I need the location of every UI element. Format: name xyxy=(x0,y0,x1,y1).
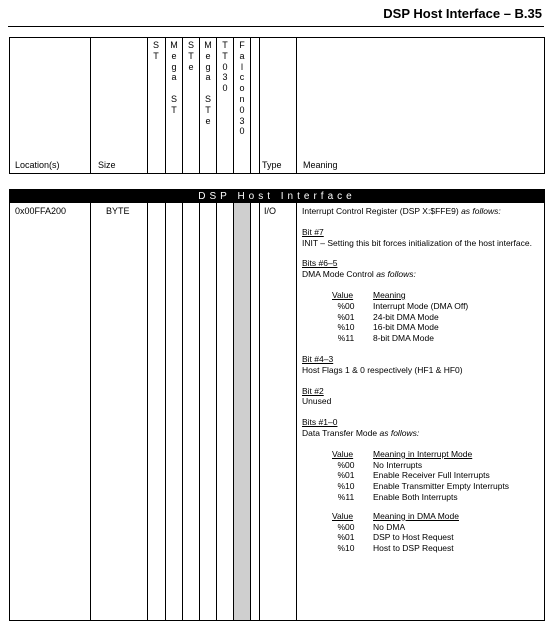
as-follows-text: as follows: xyxy=(376,269,416,280)
column-mega-st: M e g a S T xyxy=(170,40,178,115)
value-cell: %10 xyxy=(337,322,355,333)
col-divider xyxy=(259,38,260,173)
as-follows-text: as follows: xyxy=(379,427,420,438)
value-cell: %00 xyxy=(337,459,355,470)
table-row xyxy=(332,543,459,554)
bit7-title: Bit #7 xyxy=(302,226,324,237)
value-cell: %01 xyxy=(337,532,355,543)
table-row xyxy=(332,532,459,543)
value-cell: %01 xyxy=(337,311,355,322)
col-divider xyxy=(90,38,91,173)
col-divider xyxy=(165,38,166,173)
register-description: Interrupt Control Register (DSP X:$FFE9) xyxy=(302,206,459,216)
col-divider xyxy=(199,38,200,173)
col-divider xyxy=(199,203,200,620)
col-divider xyxy=(182,38,183,173)
meaning-cell: DSP to Host Request xyxy=(373,532,454,543)
row-location: 0x00FFA200 xyxy=(15,206,67,216)
table-header-meaning: Meaning in Interrupt Mode xyxy=(373,448,473,459)
bit10-title: Bits #1–0 xyxy=(302,417,338,428)
table-row xyxy=(332,460,509,471)
value-cell: %00 xyxy=(337,300,355,311)
table-header-meaning: Meaning in DMA Mode xyxy=(373,510,459,521)
column-type: Type xyxy=(262,160,282,170)
page-header: DSP Host Interface – B.35 xyxy=(383,6,542,21)
column-location: Location(s) xyxy=(15,160,60,170)
table-row xyxy=(332,522,459,533)
column-st: S T xyxy=(152,40,159,61)
bit43-text: Host Flags 1 & 0 respectively (HF1 & HF0) xyxy=(302,364,463,375)
value-cell: %11 xyxy=(337,333,355,344)
col-divider xyxy=(90,203,91,620)
header-rule xyxy=(8,26,544,27)
as-follows-text: as follows: xyxy=(461,206,501,216)
table-row xyxy=(332,470,509,481)
column-header-table xyxy=(9,37,545,174)
col-divider xyxy=(147,38,148,173)
col-divider xyxy=(233,203,234,620)
table-header-value: Value xyxy=(332,510,354,521)
meaning-cell: No Interrupts xyxy=(373,459,423,470)
column-meaning: Meaning xyxy=(303,160,338,170)
register-table xyxy=(9,189,545,621)
column-tt030: T T 0 3 0 xyxy=(222,40,228,94)
row-size: BYTE xyxy=(106,206,130,216)
column-ste: S T e xyxy=(187,40,194,72)
value-cell: %10 xyxy=(337,543,355,554)
meaning-cell: 24-bit DMA Mode xyxy=(373,311,439,322)
bit65-title: Bits #6–5 xyxy=(302,258,338,269)
bit43-title: Bit #4–3 xyxy=(302,353,334,364)
col-divider xyxy=(250,38,251,173)
bit2-title: Bit #2 xyxy=(302,385,324,396)
meaning-cell: Enable Transmitter Empty Interrupts xyxy=(373,481,510,492)
falcon-column-shade xyxy=(234,203,250,620)
meaning-cell: Host to DSP Request xyxy=(373,543,454,554)
col-divider xyxy=(296,38,297,173)
table-row xyxy=(332,481,509,492)
row-meaning xyxy=(302,206,542,554)
column-falcon030: F a l c o n 0 3 0 xyxy=(239,40,245,137)
dma-mode-table xyxy=(332,511,459,554)
table-header-value: Value xyxy=(332,448,354,459)
meaning-cell: Enable Receiver Full Interrupts xyxy=(373,470,490,481)
meaning-cell: 8-bit DMA Mode xyxy=(373,333,434,344)
column-size: Size xyxy=(98,160,116,170)
col-divider xyxy=(182,203,183,620)
table-header-meaning: Meaning xyxy=(373,289,406,300)
row-type: I/O xyxy=(264,206,277,216)
table-row xyxy=(332,333,468,344)
value-cell: %11 xyxy=(337,491,355,502)
col-divider xyxy=(296,203,297,620)
meaning-cell: 16-bit DMA Mode xyxy=(373,322,439,333)
meaning-cell: No DMA xyxy=(373,521,406,532)
bit10-text: Data Transfer Mode xyxy=(302,427,378,438)
col-divider xyxy=(147,203,148,620)
table-row xyxy=(332,301,468,312)
value-cell: %10 xyxy=(337,481,355,492)
col-divider xyxy=(216,38,217,173)
column-mega-ste: M e g a S T e xyxy=(204,40,212,126)
table-row xyxy=(332,322,468,333)
table-row xyxy=(332,312,468,323)
value-cell: %01 xyxy=(337,470,355,481)
col-divider xyxy=(165,203,166,620)
col-divider xyxy=(233,38,234,173)
bit65-text: DMA Mode Control xyxy=(302,269,374,280)
bit2-text: Unused xyxy=(302,396,332,407)
bit7-text: INIT – Setting this bit forces initialization of the host interface. xyxy=(302,237,532,248)
meaning-cell: Interrupt Mode (DMA Off) xyxy=(373,300,469,311)
meaning-cell: Enable Both Interrupts xyxy=(373,491,458,502)
col-divider xyxy=(216,203,217,620)
col-divider xyxy=(259,203,260,620)
table-header-value: Value xyxy=(332,289,354,300)
col-divider xyxy=(250,203,251,620)
value-cell: %00 xyxy=(337,521,355,532)
dma-mode-control-table xyxy=(332,290,468,344)
table-row xyxy=(332,492,509,503)
interrupt-mode-table xyxy=(332,449,509,503)
section-title: DSP Host Interface xyxy=(10,190,544,203)
